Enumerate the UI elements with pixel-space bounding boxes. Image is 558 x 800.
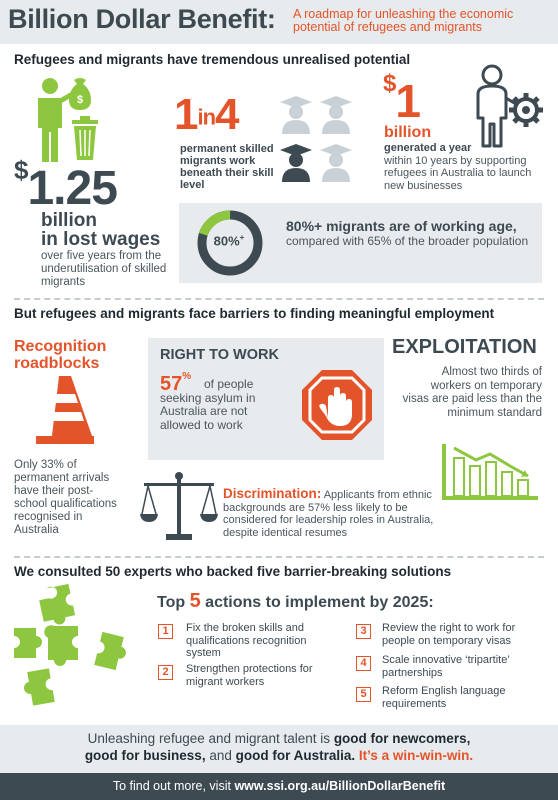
action-number: 2 [158,665,173,680]
stop-hand-icon [300,368,374,442]
lost-wages-description: over five years from the underutilisation of skilled migrants [41,250,167,288]
footer-message: Unleashing refugee and migrant talent is good for newcomers, good for business, and good for Australia. It’s a win-win-win. [84,731,474,763]
website-link[interactable]: www.ssi.org.au/BillionDollarBenefit [234,779,446,793]
one-billion-unit: billion [384,124,432,141]
section-divider [14,298,544,300]
working-age-text: 80%+ migrants are of working age, compared with 65% of the broader population [286,218,529,248]
discrimination-text: Discrimination: Applicants from ethnic backgrounds are 57% less likely to be considered for leadership roles in Australia, despite identical resumes [223,486,434,539]
right-to-work-description: of people seeking asylum in Australia are not allowed to work [160,377,256,432]
declining-chart-icon [440,440,540,502]
svg-text:$: $ [76,94,84,106]
scales-of-justice-icon [140,470,218,544]
one-in-four-description: permanent skilled migrants work beneath their skill level [180,143,274,191]
exploitation-title: EXPLOITATION [392,336,537,358]
action-item: Scale innovative ‘tripartite’ partnerships [382,654,510,679]
person-money-bin-icon [28,74,108,164]
working-age-ring-label: 80%+ [213,233,245,249]
action-item: Strengthen protections for migrant workers [186,663,313,688]
top-actions-title: Top 5 actions to implement by 2025: [157,590,434,612]
section1-heading: Refugees and migrants have tremendous unrealised potential [14,52,411,67]
recognition-title: Recognition roadblocks [14,338,107,372]
lost-wages-unit: billion in lost wages [41,210,161,250]
action-number: 5 [356,687,371,702]
graduates-icon [274,94,358,188]
one-billion-description: generated a year within 10 years by supporting refugees in Australia to launch new businesses [384,142,532,192]
person-gear-icon [470,64,546,148]
right-to-work-percent: 57% [160,371,192,395]
one-in-four-stat: 1in4 [174,90,239,139]
section3-heading: We consulted 50 experts who backed five barrier-breaking solutions [14,564,452,579]
action-number: 3 [356,624,371,639]
page-title: Billion Dollar Benefit: [8,4,276,34]
action-item: Reform English language requirements [382,685,506,710]
recognition-description: Only 33% of permanent arrivals have their post-school qualifications recognised in Australia [14,459,117,536]
action-item: Review the right to work for people on temporary visas [382,622,516,647]
action-number: 4 [356,656,371,671]
section-divider [14,556,544,558]
footer-link-text: To find out more, visit www.ssi.org.au/BillionDollarBenefit [112,779,446,793]
puzzle-pieces-icon [10,582,146,718]
right-to-work-title: RIGHT TO WORK [160,347,279,363]
action-item: Fix the broken skills and qualifications recognition system [186,622,307,659]
exploitation-description: Almost two thirds of workers on temporary visas are paid less than the minimum standard [402,366,542,419]
action-number: 1 [158,624,173,639]
traffic-cone-icon [34,374,96,446]
one-billion-amount: $1 [383,70,420,127]
page-subtitle: A roadmap for unleashing the economic potential of refugees and migrants [293,7,514,34]
lost-wages-amount: $1.25 [14,155,117,215]
section2-heading: But refugees and migrants face barriers to finding meaningful employment [14,306,495,321]
